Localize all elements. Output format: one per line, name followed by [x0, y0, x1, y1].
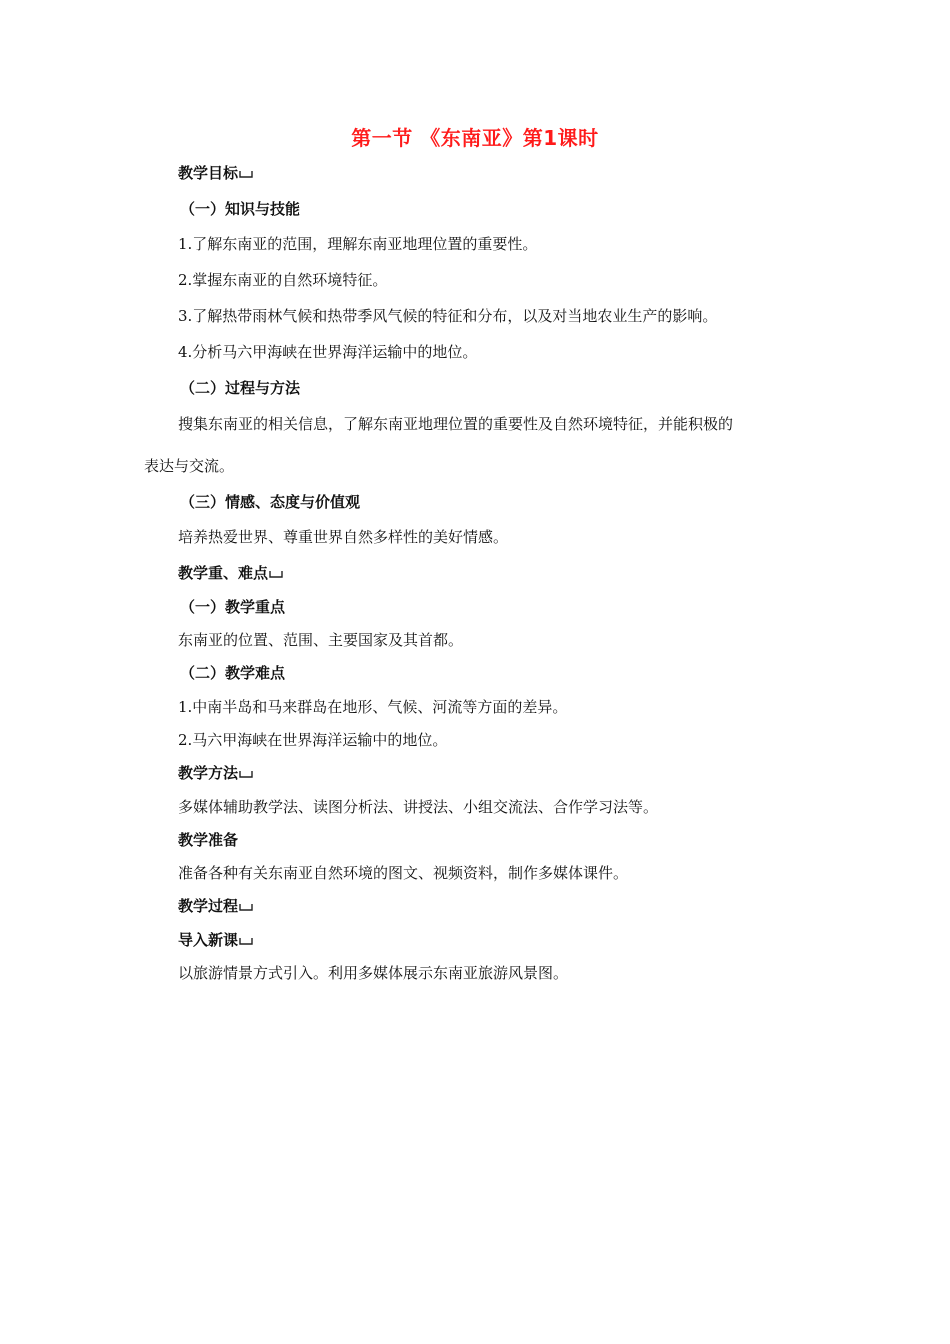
key-text: 东南亚的位置、范围、主要国家及其首都。: [178, 631, 464, 649]
emotion-heading: （三）情感、态度与价值观: [180, 493, 361, 511]
keypoints-heading-row: [178, 562, 283, 584]
procedure-heading: 教学过程: [178, 897, 239, 915]
difficult-heading: （二）教学难点: [180, 664, 286, 682]
difficult-item-1: 1.中南半岛和马来群岛在地形、气候、河流等方面的差异。: [178, 698, 568, 716]
knowledge-item-1: 1.了解东南亚的范围，理解东南亚地理位置的重要性。: [178, 235, 538, 253]
process-text-line1: 搜集东南亚的相关信息，了解东南亚地理位置的重要性及自然环境特征，并能积极的: [178, 415, 734, 433]
knowledge-item-2: 2.掌握东南亚的自然环境特征。: [178, 271, 388, 289]
objectives-heading-row: [178, 162, 253, 184]
page-title: 第一节 《东南亚》第1课时: [351, 126, 599, 150]
knowledge-item-4: 4.分析马六甲海峡在世界海洋运输中的地位。: [178, 343, 478, 361]
intro-heading: 导入新课: [178, 931, 239, 949]
methods-heading-row: [178, 762, 253, 784]
knowledge-item-3: 3.了解热带雨林气候和热带季风气候的特征和分布，以及对当地农业生产的影响。: [178, 307, 718, 325]
objectives-heading: 教学目标: [178, 164, 239, 182]
return-mark-icon: [269, 569, 283, 579]
return-mark-icon: [239, 902, 253, 912]
procedure-heading-row: [178, 895, 253, 917]
process-text-line2: 表达与交流。: [144, 457, 235, 475]
intro-text: 以旅游情景方式引入。利用多媒体展示东南亚旅游风景图。: [178, 964, 569, 982]
preparation-text: 准备各种有关东南亚自然环境的图文、视频资料，制作多媒体课件。: [178, 864, 629, 882]
return-mark-icon: [239, 936, 253, 946]
difficult-item-2: 2.马六甲海峡在世界海洋运输中的地位。: [178, 731, 448, 749]
methods-heading: 教学方法: [178, 764, 239, 782]
intro-heading-row: [178, 929, 253, 951]
keypoints-heading: 教学重、难点: [178, 564, 269, 582]
knowledge-heading: （一）知识与技能: [180, 200, 301, 218]
return-mark-icon: [239, 169, 253, 179]
return-mark-icon: [239, 769, 253, 779]
process-heading: （二）过程与方法: [180, 379, 301, 397]
key-heading: （一）教学重点: [180, 598, 286, 616]
preparation-heading: 教学准备: [178, 831, 239, 849]
methods-text: 多媒体辅助教学法、读图分析法、讲授法、小组交流法、合作学习法等。: [178, 798, 659, 816]
emotion-text: 培养热爱世界、尊重世界自然多样性的美好情感。: [178, 528, 509, 546]
